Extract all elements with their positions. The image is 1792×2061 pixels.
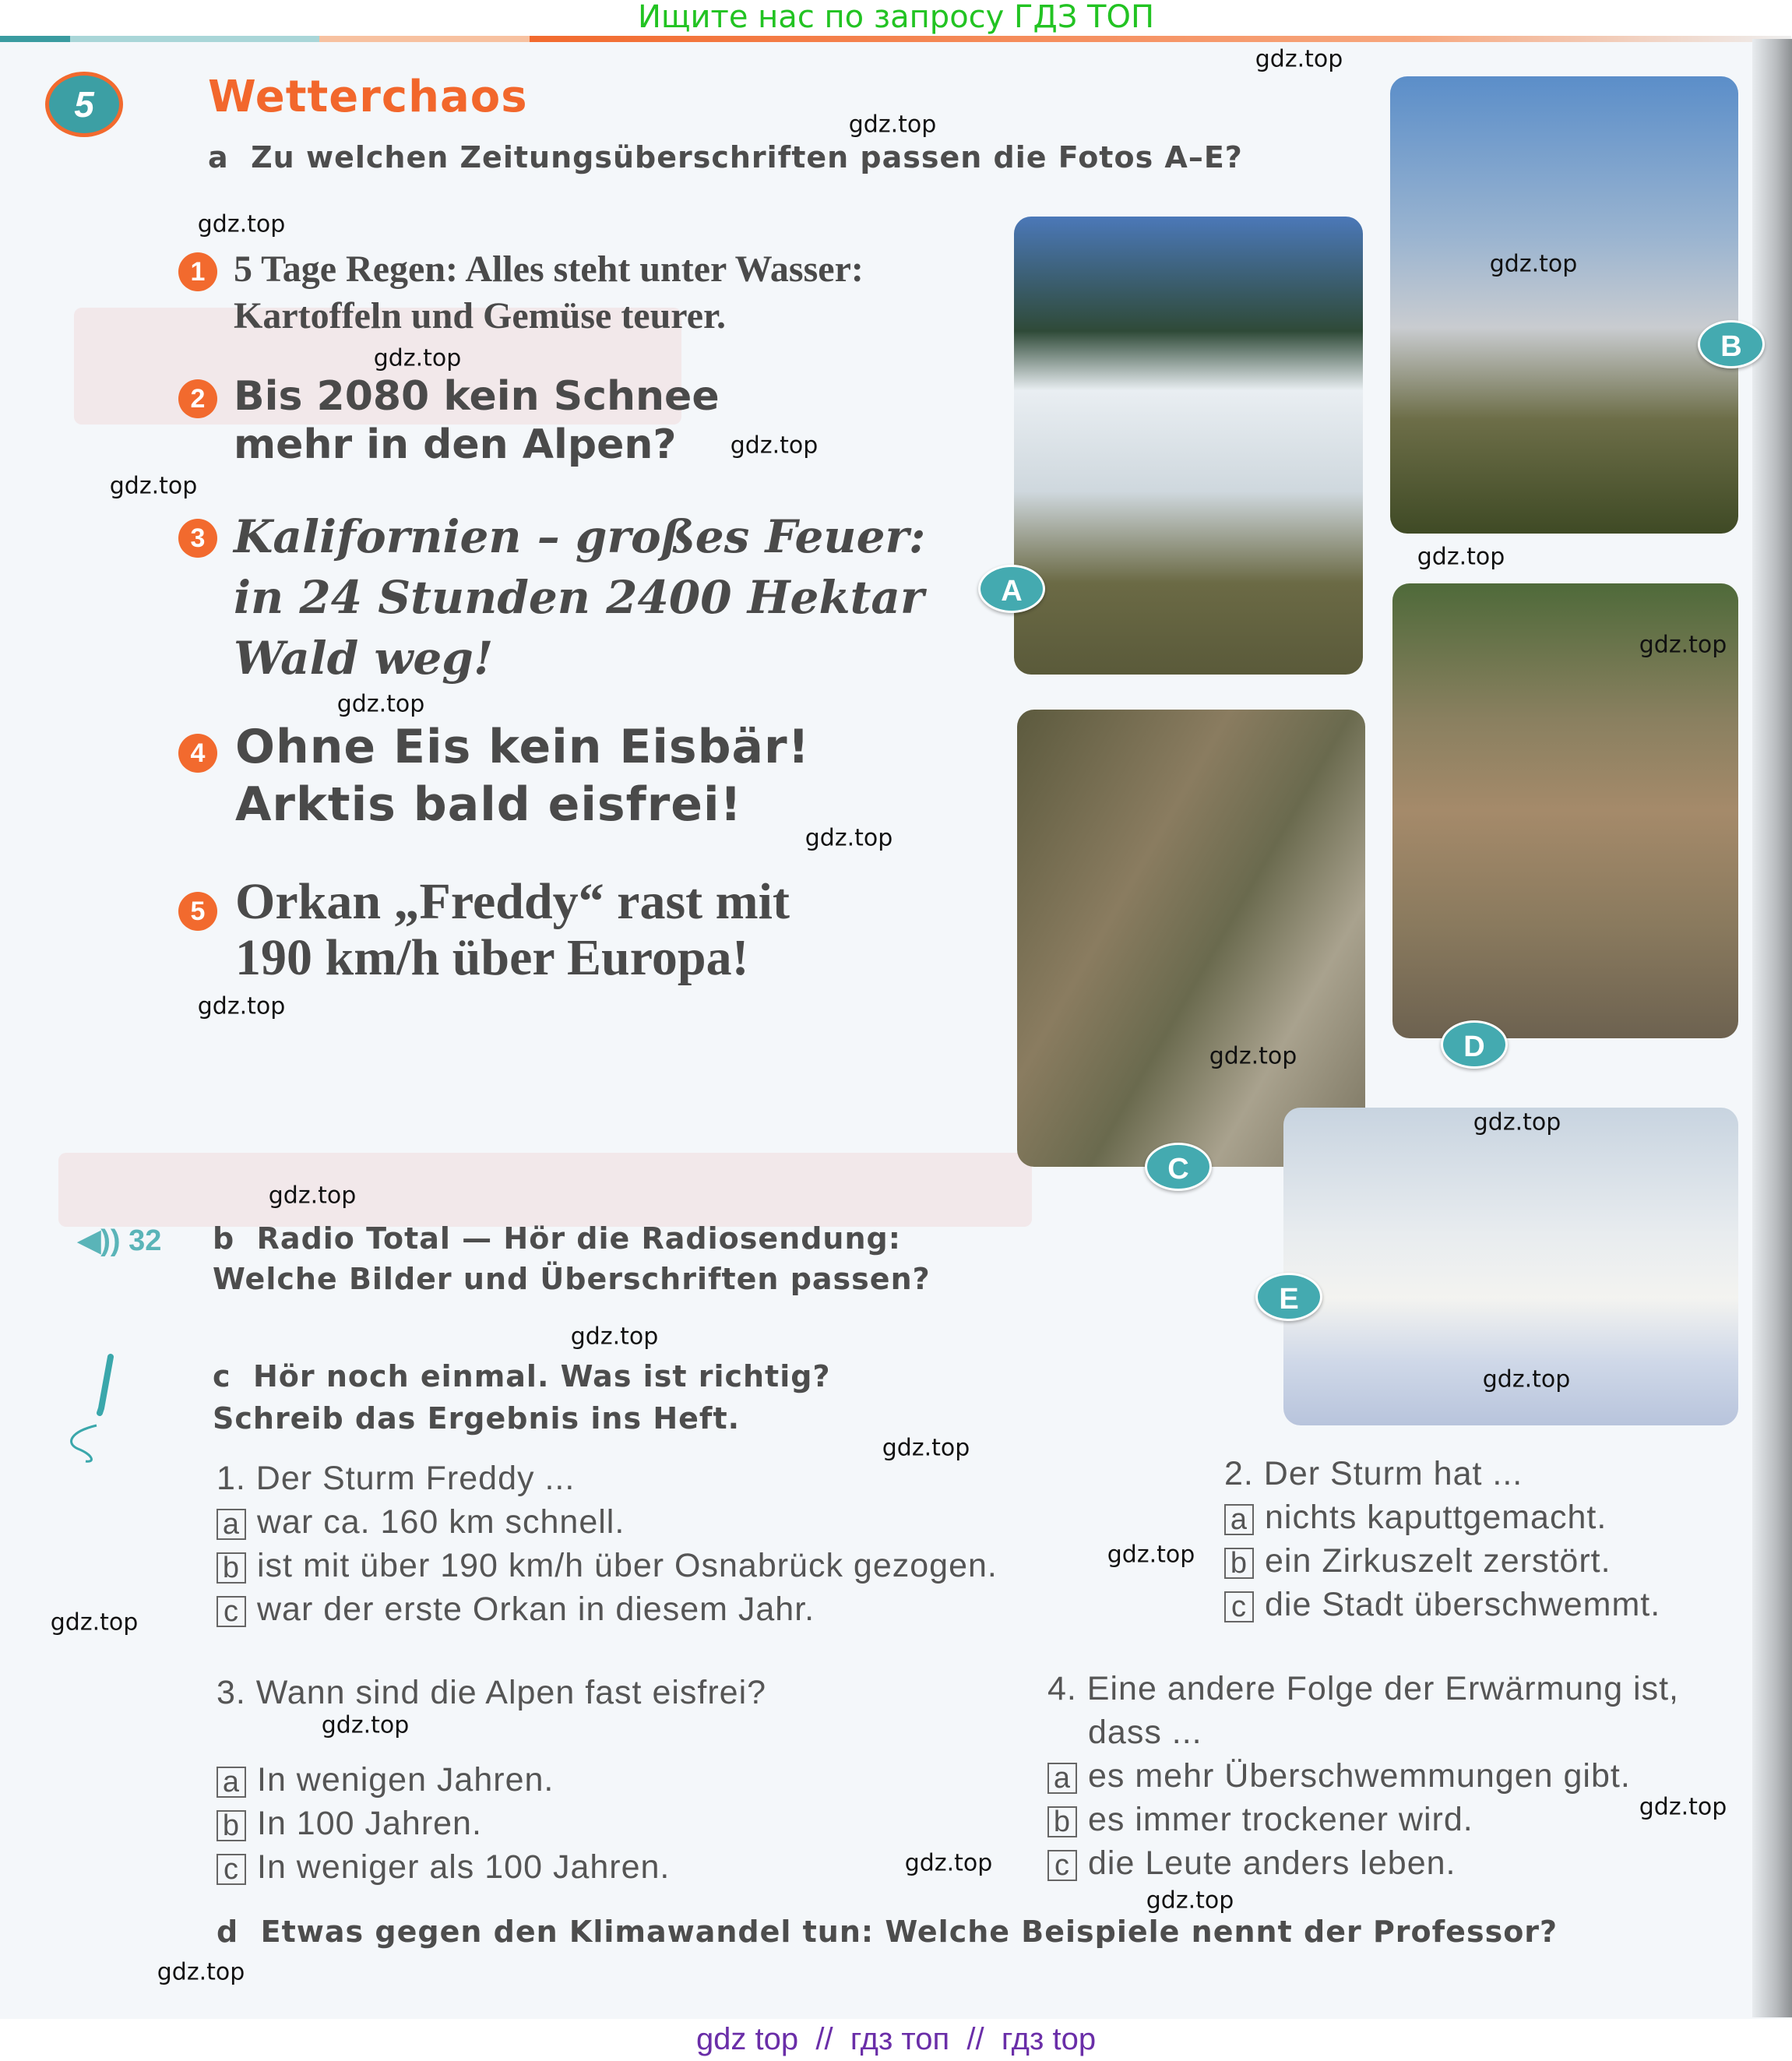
- option-key: a: [217, 1509, 246, 1540]
- headline-badge-2: 2: [178, 379, 217, 418]
- watermark: gdz.top: [570, 1323, 659, 1351]
- task-text: Radio Total — Hör die Radiosendung:: [256, 1221, 901, 1256]
- headline-line: 190 km/h über Europa!: [235, 929, 749, 986]
- option-a[interactable]: [1224, 1496, 1660, 1539]
- option-text: die Leute anders leben.: [1088, 1844, 1456, 1882]
- option-text: war ca. 160 km schnell.: [257, 1503, 625, 1541]
- color-bar-orange: [530, 36, 1791, 42]
- option-text: ist mit über 190 km/h über Osnabrück gezogen.: [257, 1547, 998, 1584]
- watermark: gdz.top: [882, 1434, 970, 1462]
- watermark: gdz.top: [197, 992, 286, 1020]
- photo-label-b: B: [1698, 320, 1765, 368]
- watermark: gdz.top: [848, 111, 937, 139]
- task-text: Zu welchen Zeitungsüberschriften passen die Fotos A–E?: [251, 140, 1243, 174]
- headline-line: in 24 Stunden 2400 Hektar: [234, 571, 924, 624]
- task-text: Welche Bilder und Überschriften passen?: [213, 1262, 931, 1296]
- watermark: gdz.top: [1209, 1042, 1297, 1070]
- watermark: gdz.top: [904, 1849, 993, 1877]
- watermark: gdz.top: [109, 472, 198, 500]
- track-number: 32: [129, 1224, 162, 1257]
- task-letter: a: [208, 140, 229, 174]
- photo-label-d: D: [1441, 1020, 1508, 1069]
- option-a[interactable]: [217, 1758, 766, 1802]
- question-4: [1047, 1667, 1679, 1885]
- option-key: a: [1224, 1504, 1254, 1535]
- option-a[interactable]: [217, 1500, 998, 1544]
- question-3: [217, 1671, 766, 1889]
- headline-line: Bis 2080 kein Schnee: [234, 373, 720, 420]
- photo-c-storm-damaged-forest: [1017, 710, 1365, 1167]
- option-c[interactable]: [217, 1587, 998, 1631]
- watermark: gdz.top: [157, 1958, 245, 1986]
- headline-line: 5 Tage Regen: Alles steht unter Wasser:: [234, 248, 864, 290]
- option-key: c: [1224, 1591, 1254, 1622]
- task-d: [217, 1915, 1558, 1949]
- task-letter: b: [213, 1221, 235, 1256]
- task-letter: d: [217, 1915, 239, 1949]
- photo-a-ski-lift-melting-snow: [1014, 217, 1363, 675]
- headline-line: Arktis bald eisfrei!: [235, 777, 742, 832]
- headline-line: Wald weg!: [234, 632, 494, 685]
- watermark: gdz.top: [1146, 1887, 1234, 1915]
- watermark: gdz.top: [1639, 631, 1727, 659]
- option-b[interactable]: [1224, 1539, 1660, 1583]
- option-key: a: [1047, 1763, 1077, 1794]
- exercise-number-badge: 5: [45, 72, 123, 137]
- option-key: b: [217, 1552, 246, 1584]
- question-text: dass ...: [1088, 1714, 1202, 1751]
- headline-4: [235, 718, 810, 833]
- headline-line: Kalifornien – großes Feuer:: [234, 510, 926, 563]
- task-a: [208, 140, 1243, 174]
- watermark: gdz.top: [336, 690, 425, 718]
- photo-label-e: E: [1255, 1273, 1322, 1321]
- option-key: c: [217, 1596, 246, 1627]
- task-c: [213, 1355, 831, 1439]
- option-a[interactable]: [1047, 1754, 1679, 1798]
- headline-line: Orkan „Freddy“ rast mit: [235, 873, 790, 930]
- option-key: b: [217, 1810, 246, 1841]
- bleed-through: [58, 1153, 1032, 1227]
- option-text: In weniger als 100 Jahren.: [257, 1848, 671, 1886]
- headline-badge-5: 5: [178, 892, 217, 931]
- option-text: war der erste Orkan in diesem Jahr.: [257, 1591, 815, 1628]
- headline-badge-1: 1: [178, 252, 217, 291]
- headline-line: mehr in den Alpen?: [234, 421, 677, 468]
- watermark: gdz.top: [1417, 543, 1505, 571]
- speaker-icon: ◀)): [78, 1224, 121, 1257]
- option-key: b: [1047, 1806, 1077, 1837]
- task-text: Hör noch einmal. Was ist richtig?: [253, 1359, 831, 1393]
- watermark: gdz.top: [197, 210, 286, 238]
- option-c[interactable]: [1047, 1841, 1679, 1885]
- option-b[interactable]: [217, 1544, 998, 1587]
- option-c[interactable]: [217, 1845, 766, 1889]
- watermark: gdz.top: [268, 1182, 357, 1210]
- option-text: In 100 Jahren.: [257, 1805, 482, 1842]
- watermark: gdz.top: [1482, 1365, 1571, 1393]
- option-key: a: [217, 1767, 246, 1798]
- watermark: gdz.top: [1255, 45, 1343, 73]
- watermark: gdz.top: [1107, 1541, 1195, 1569]
- color-bar-teal: [0, 36, 70, 42]
- task-b: [213, 1218, 931, 1299]
- banner-text: Ищите нас по запросу ГДЗ ТОП: [637, 0, 1155, 35]
- footer-text: gdz top // гдз топ // гдз top: [695, 2022, 1097, 2056]
- headline-2: [234, 372, 720, 469]
- question-text: 2. Der Sturm hat ...: [1224, 1455, 1523, 1492]
- option-key: c: [1047, 1850, 1077, 1881]
- option-c[interactable]: [1224, 1583, 1660, 1626]
- headline-line: Kartoffeln und Gemüse teurer.: [234, 295, 726, 336]
- headline-5: [235, 874, 790, 986]
- photo-label-c: C: [1145, 1143, 1212, 1191]
- option-key: c: [217, 1854, 246, 1885]
- task-letter: c: [213, 1359, 231, 1393]
- task-text: Etwas gegen den Klimawandel tun: Welche Beispiele nennt der Professor?: [260, 1915, 1558, 1949]
- audio-track[interactable]: [78, 1223, 161, 1258]
- option-text: es immer trockener wird.: [1088, 1801, 1473, 1838]
- headline-1: [234, 246, 864, 340]
- watermark: gdz.top: [1639, 1793, 1727, 1821]
- watermark: gdz.top: [804, 824, 893, 852]
- watermark: gdz.top: [373, 344, 462, 372]
- option-b[interactable]: [1047, 1798, 1679, 1841]
- photo-label-a: A: [978, 565, 1045, 613]
- watermark: gdz.top: [50, 1608, 139, 1636]
- color-bar-lightteal: [70, 36, 319, 42]
- option-b[interactable]: [217, 1802, 766, 1845]
- watermark: gdz.top: [1473, 1108, 1561, 1136]
- headline-badge-3: 3: [178, 519, 217, 558]
- option-text: die Stadt überschwemmt.: [1265, 1586, 1661, 1623]
- question-text: 1. Der Sturm Freddy ...: [217, 1460, 576, 1497]
- headline-badge-4: 4: [178, 734, 217, 773]
- color-bar-peach: [319, 36, 530, 42]
- watermark: gdz.top: [730, 432, 819, 460]
- task-text: Schreib das Ergebnis ins Heft.: [213, 1401, 741, 1436]
- question-text: 3. Wann sind die Alpen fast eisfrei?: [217, 1674, 767, 1711]
- pen-icon: [62, 1354, 117, 1463]
- option-text: In wenigen Jahren.: [257, 1761, 554, 1799]
- question-text: 4. Eine andere Folge der Erwärmung ist,: [1047, 1670, 1680, 1707]
- question-2: [1224, 1452, 1660, 1626]
- watermark: gdz.top: [321, 1711, 410, 1739]
- option-key: b: [1224, 1548, 1254, 1579]
- page-title: Wetterchaos: [208, 72, 528, 122]
- headline-3: [234, 506, 925, 689]
- headline-line: Ohne Eis kein Eisbär!: [235, 720, 810, 774]
- option-text: nichts kaputtgemacht.: [1265, 1499, 1607, 1536]
- option-text: es mehr Überschwemmungen gibt.: [1088, 1757, 1631, 1795]
- question-1: [217, 1457, 998, 1631]
- photo-b-helicopter-forest-fire: [1390, 76, 1738, 534]
- option-text: ein Zirkuszelt zerstört.: [1265, 1542, 1611, 1580]
- watermark: gdz.top: [1489, 250, 1578, 278]
